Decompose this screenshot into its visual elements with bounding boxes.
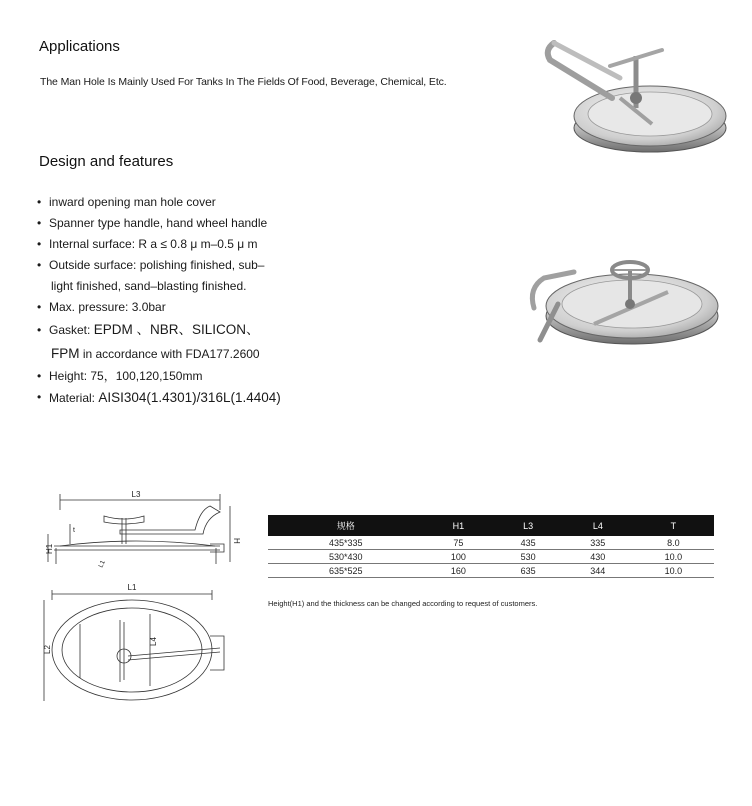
table-row: 635*525 160 635 344 10.0 xyxy=(268,564,714,578)
header-l3: L3 xyxy=(493,515,563,536)
label-l4: L4 xyxy=(149,637,158,646)
header-t: T xyxy=(633,515,714,536)
table-row: 435*335 75 435 335 8.0 xyxy=(268,536,714,550)
list-item: • Max. pressure: 3.0bar xyxy=(37,300,166,314)
list-item: • Spanner type handle, hand wheel handle xyxy=(37,216,268,230)
list-item-continuation: FPM in accordance with FDA177.2600 xyxy=(51,346,260,361)
label-l1-small: L1 xyxy=(97,559,107,569)
customization-note: Height(H1) and the thickness can be changed according to request of customers. xyxy=(268,599,538,608)
spec-table-header-row xyxy=(268,515,714,536)
applications-heading: Applications xyxy=(39,38,120,55)
label-t: t xyxy=(73,527,75,534)
list-item: • Material: AISI304(1.4301)/316L(1.4404) xyxy=(37,390,281,405)
list-item: • Outside surface: polishing finished, sub– xyxy=(37,258,265,272)
list-item: • Internal surface: R a ≤ 0.8 μ m–0.5 μ m xyxy=(37,237,258,251)
manhole-handwheel-photo xyxy=(522,248,722,358)
table-row: 530*430 100 530 430 10.0 xyxy=(268,550,714,564)
manhole-spanner-photo xyxy=(540,28,730,158)
header-spec: 规格 xyxy=(268,515,424,536)
design-heading: Design and features xyxy=(39,153,174,170)
list-item: • inward opening man hole cover xyxy=(37,195,216,209)
list-item: • Gasket: EPDM 、NBR、SILICON、 xyxy=(37,322,260,337)
feature-list xyxy=(37,192,357,409)
label-l1: L1 xyxy=(127,583,137,592)
label-l2: L2 xyxy=(43,645,52,654)
header-h1: H1 xyxy=(424,515,494,536)
label-l3: L3 xyxy=(131,490,141,499)
technical-drawing xyxy=(40,486,245,711)
label-h: H xyxy=(232,538,241,544)
header-l4: L4 xyxy=(563,515,633,536)
list-item-continuation: light finished, sand–blasting finished. xyxy=(51,279,247,293)
spec-table xyxy=(268,515,714,578)
label-h1: H1 xyxy=(45,543,54,554)
applications-text: The Man Hole Is Mainly Used For Tanks In The Fields Of Food, Beverage, Chemical, Etc. xyxy=(40,76,447,88)
list-item: • Height: 75，100,120,150mm xyxy=(37,369,203,383)
